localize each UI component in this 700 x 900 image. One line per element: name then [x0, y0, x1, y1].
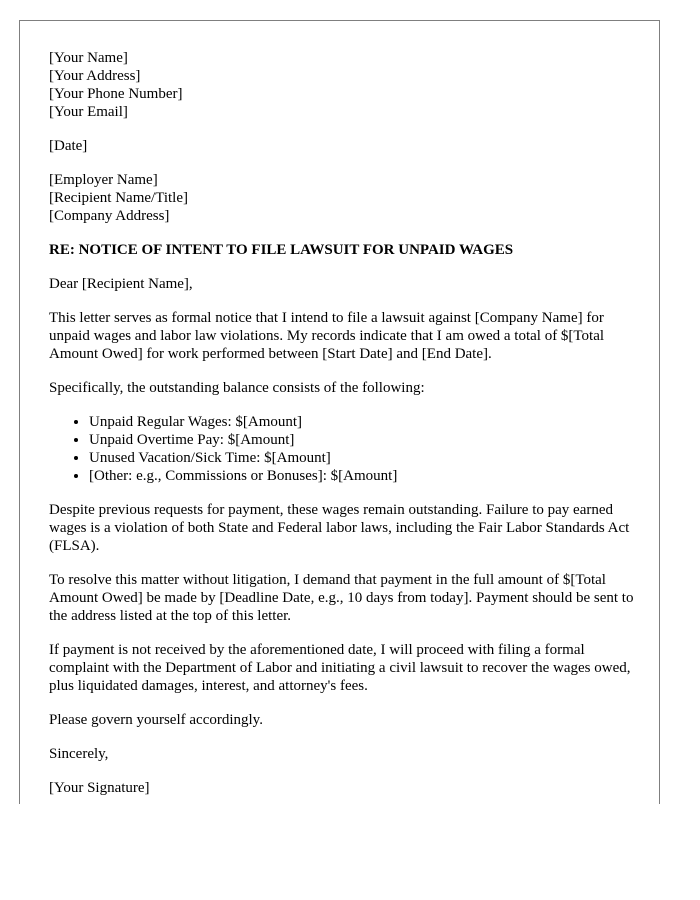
employer-name: [Employer Name]: [49, 172, 158, 188]
recipient-block: [49, 171, 639, 225]
recipient-name-title: [Recipient Name/Title]: [49, 190, 188, 206]
sender-phone: [Your Phone Number]: [49, 86, 183, 102]
paragraph-govern: Please govern yourself accordingly.: [49, 712, 263, 728]
outstanding-items-list: [49, 413, 639, 485]
sender-name: [Your Name]: [49, 50, 128, 66]
paragraph-breakdown-intro: Specifically, the outstanding balance consists of the following:: [49, 380, 425, 396]
salutation: Dear [Recipient Name],: [49, 276, 193, 292]
company-address: [Company Address]: [49, 208, 170, 224]
list-item: • [Other: e.g., Commissions or Bonuses]: $[Amount]: [89, 467, 639, 485]
letter-page: [19, 20, 660, 804]
subject-line: RE: NOTICE OF INTENT TO FILE LAWSUIT FOR UNPAID WAGES: [49, 242, 514, 258]
paragraph-consequence: If payment is not received by the aforementioned date, I will proceed with filing a formal complaint with the Department of Labor and initiating a civil lawsuit to recover the wages owed, plus liquidated damages, interest, and attorney's fees.: [49, 642, 631, 694]
paragraph-notice: This letter serves as formal notice that I intend to file a lawsuit against [Company Name] for unpaid wages and labor law violations. My records indicate that I am owed a total of $[Total Amount Owed] for work performed between [Start Date] and [End Date].: [49, 310, 605, 362]
list-item: • Unpaid Regular Wages: $[Amount]: [89, 413, 639, 431]
closing: Sincerely,: [49, 746, 109, 762]
paragraph-demand: To resolve this matter without litigation, I demand that payment in the full amount of $[Total Amount Owed] be made by [Deadline Date, e.g., 10 days from today]. Payment should be sent to the address listed at the top of this letter.: [49, 572, 634, 624]
list-item: • Unused Vacation/Sick Time: $[Amount]: [89, 449, 639, 467]
letter-date: [Date]: [49, 138, 88, 154]
letter-body: [49, 49, 639, 813]
signature: [Your Signature]: [49, 780, 150, 796]
date-block: [49, 137, 639, 155]
sender-email: [Your Email]: [49, 104, 128, 120]
sender-block: [49, 49, 639, 121]
paragraph-violation: Despite previous requests for payment, these wages remain outstanding. Failure to pay earned wages is a violation of both State and Federal labor laws, including the Fair Labor Standards Act (FLSA).: [49, 502, 630, 554]
sender-address: [Your Address]: [49, 68, 141, 84]
list-item: • Unpaid Overtime Pay: $[Amount]: [89, 431, 639, 449]
